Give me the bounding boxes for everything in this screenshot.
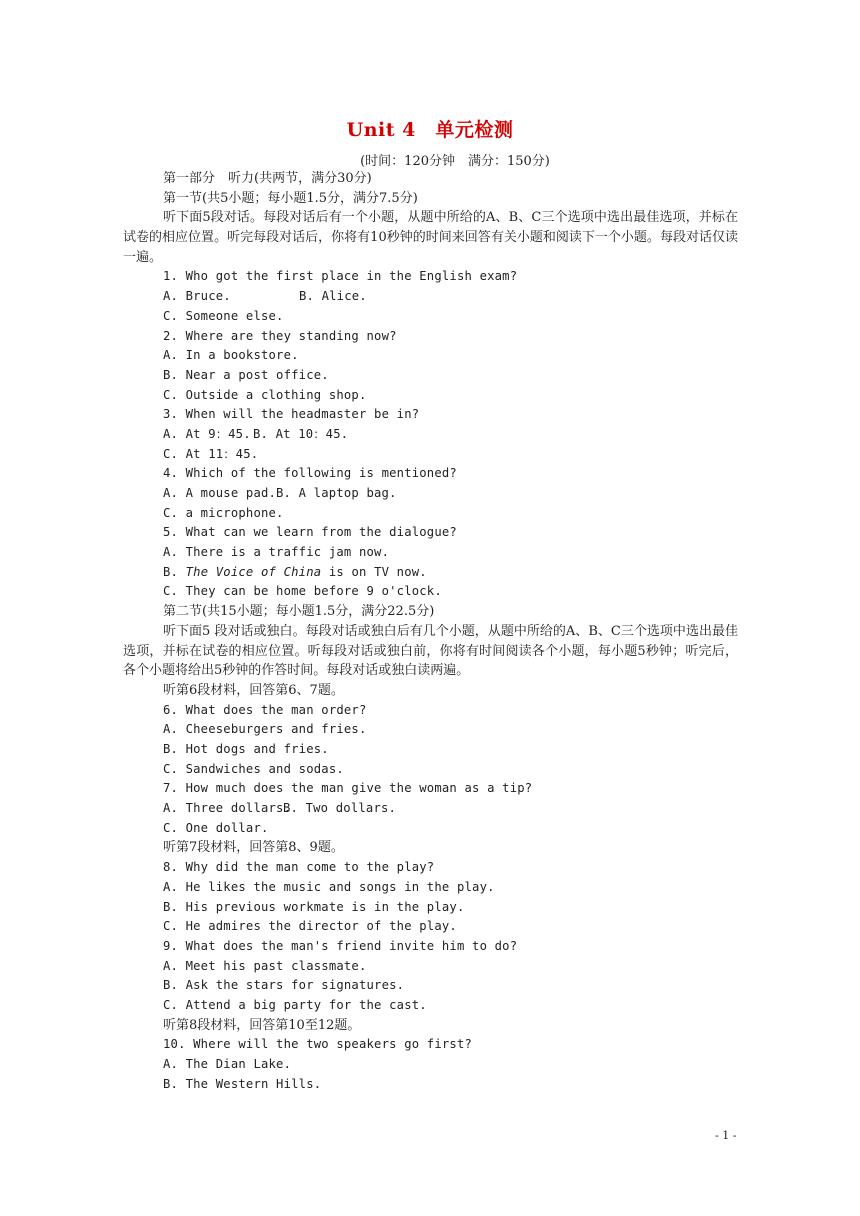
question-7 bbox=[123, 779, 738, 838]
option-b: B. Two dollars. bbox=[283, 801, 397, 816]
option-a: A. Bruce. bbox=[163, 289, 231, 304]
option-b: B. Hot dogs and fries. bbox=[163, 742, 329, 756]
option-a: A. A mouse pad. bbox=[163, 486, 277, 501]
option-c: C. a microphone. bbox=[163, 505, 284, 520]
question-5 bbox=[123, 523, 738, 602]
option-c: C. Outside a clothing shop. bbox=[163, 387, 367, 402]
question-stem: 8. Why did the man come to the play? bbox=[163, 860, 435, 875]
option-c: C. He admires the director of the play. bbox=[163, 919, 457, 934]
question-1 bbox=[123, 267, 738, 326]
section-instructions: 听下面5 段对话或独白。每段对话或独白后有几个小题，从题中所给的A、B、C三个选项中选出最佳选项，并标在试卷的相应位置。听每段对话或独白前，你将有时间阅读各个小题，每小题5秒钟；听完后，各个小题将给出5秒钟的作答时间。每段对话或独白读两遍。 bbox=[123, 623, 738, 679]
option-b-prefix: B. bbox=[163, 564, 186, 579]
options-row bbox=[123, 484, 738, 504]
option-b: B. Alice. bbox=[299, 289, 367, 304]
option-b: B. Ask the stars for signatures. bbox=[163, 978, 405, 993]
option-c: C. At 11：45. bbox=[163, 446, 259, 461]
option-a: A. Three dollars. bbox=[163, 801, 292, 816]
section-instructions: 听下面5段对话。每段对话后有一个小题，从题中所给的A、B、C三个选项中选出最佳选项，并标在试卷的相应位置。听完每段对话后，你将有10秒钟的时间来回答有关小题和阅读下一个小题。每段对话仅读一遍。 bbox=[123, 210, 738, 265]
option-a: A. Meet his past classmate. bbox=[163, 958, 367, 973]
question-9 bbox=[123, 937, 738, 1016]
option-b: B. The Western Hills. bbox=[163, 1076, 322, 1091]
option-c: C. They can be home before 9 o'clock. bbox=[163, 584, 442, 599]
option-a: A. There is a traffic jam now. bbox=[163, 545, 390, 560]
options-row bbox=[123, 425, 738, 445]
options-row bbox=[123, 799, 738, 819]
question-6 bbox=[123, 701, 738, 780]
exam-time-and-score: (时间：120分钟 满分：150分) bbox=[360, 154, 550, 169]
option-a: A. The Dian Lake. bbox=[163, 1057, 292, 1071]
question-stem: 10. Where will the two speakers go first? bbox=[163, 1037, 473, 1052]
exam-body bbox=[123, 169, 738, 1094]
option-a: A. In a bookstore. bbox=[163, 348, 299, 363]
page-number: - 1 - bbox=[715, 1129, 737, 1142]
option-c: C. Attend a big party for the cast. bbox=[163, 997, 427, 1012]
option-b: B. His previous workmate is in the play. bbox=[163, 899, 465, 914]
program-title: The Voice of China bbox=[185, 564, 322, 579]
question-stem: 2. Where are they standing now? bbox=[163, 328, 397, 343]
material-intro: 听第7段材料，回答第8、9题。 bbox=[163, 840, 344, 856]
question-stem: 5. What can we learn from the dialogue? bbox=[163, 525, 457, 540]
page-title: Unit 4 单元检测 bbox=[346, 119, 514, 141]
question-stem: 6. What does the man order? bbox=[163, 702, 367, 717]
section-heading: 第一节(共5小题；每小题1.5分，满分7.5分) bbox=[163, 190, 418, 206]
part-heading: 第一部分 听力(共两节，满分30分) bbox=[163, 171, 372, 186]
question-10 bbox=[123, 1035, 738, 1094]
option-b-suffix: is on TV now. bbox=[321, 564, 427, 579]
question-3 bbox=[123, 405, 738, 464]
material-intro: 听第8段材料，回答第10至12题。 bbox=[163, 1017, 361, 1033]
question-2 bbox=[123, 327, 738, 406]
question-stem: 4. Which of the following is mentioned? bbox=[163, 466, 457, 481]
options-row bbox=[123, 287, 738, 307]
question-stem: 7. How much does the man give the woman as a tip? bbox=[163, 781, 533, 796]
option-c: C. One dollar. bbox=[163, 820, 269, 835]
option-b: B. A laptop bag. bbox=[276, 486, 397, 501]
question-4 bbox=[123, 464, 738, 523]
question-8 bbox=[123, 858, 738, 937]
option-b: B. Near a post office. bbox=[163, 367, 329, 382]
option-b: B. At 10：45. bbox=[253, 426, 349, 441]
question-stem: 1. Who got the first place in the English exam? bbox=[163, 269, 518, 284]
option-c: C. Someone else. bbox=[163, 308, 284, 323]
option-a: A. He likes the music and songs in the play. bbox=[163, 879, 495, 894]
option-a: A. At 9：45. bbox=[163, 426, 251, 441]
option-a: A. Cheeseburgers and fries. bbox=[163, 722, 367, 737]
section-heading: 第二节(共15小题；每小题1.5分，满分22.5分) bbox=[163, 604, 435, 620]
option-b bbox=[123, 563, 738, 583]
material-intro: 听第6段材料，回答第6、7题。 bbox=[163, 682, 344, 698]
question-stem: 9. What does the man's friend invite him to do? bbox=[163, 938, 518, 953]
option-c: C. Sandwiches and sodas. bbox=[163, 761, 344, 776]
question-stem: 3. When will the headmaster be in? bbox=[163, 407, 420, 422]
